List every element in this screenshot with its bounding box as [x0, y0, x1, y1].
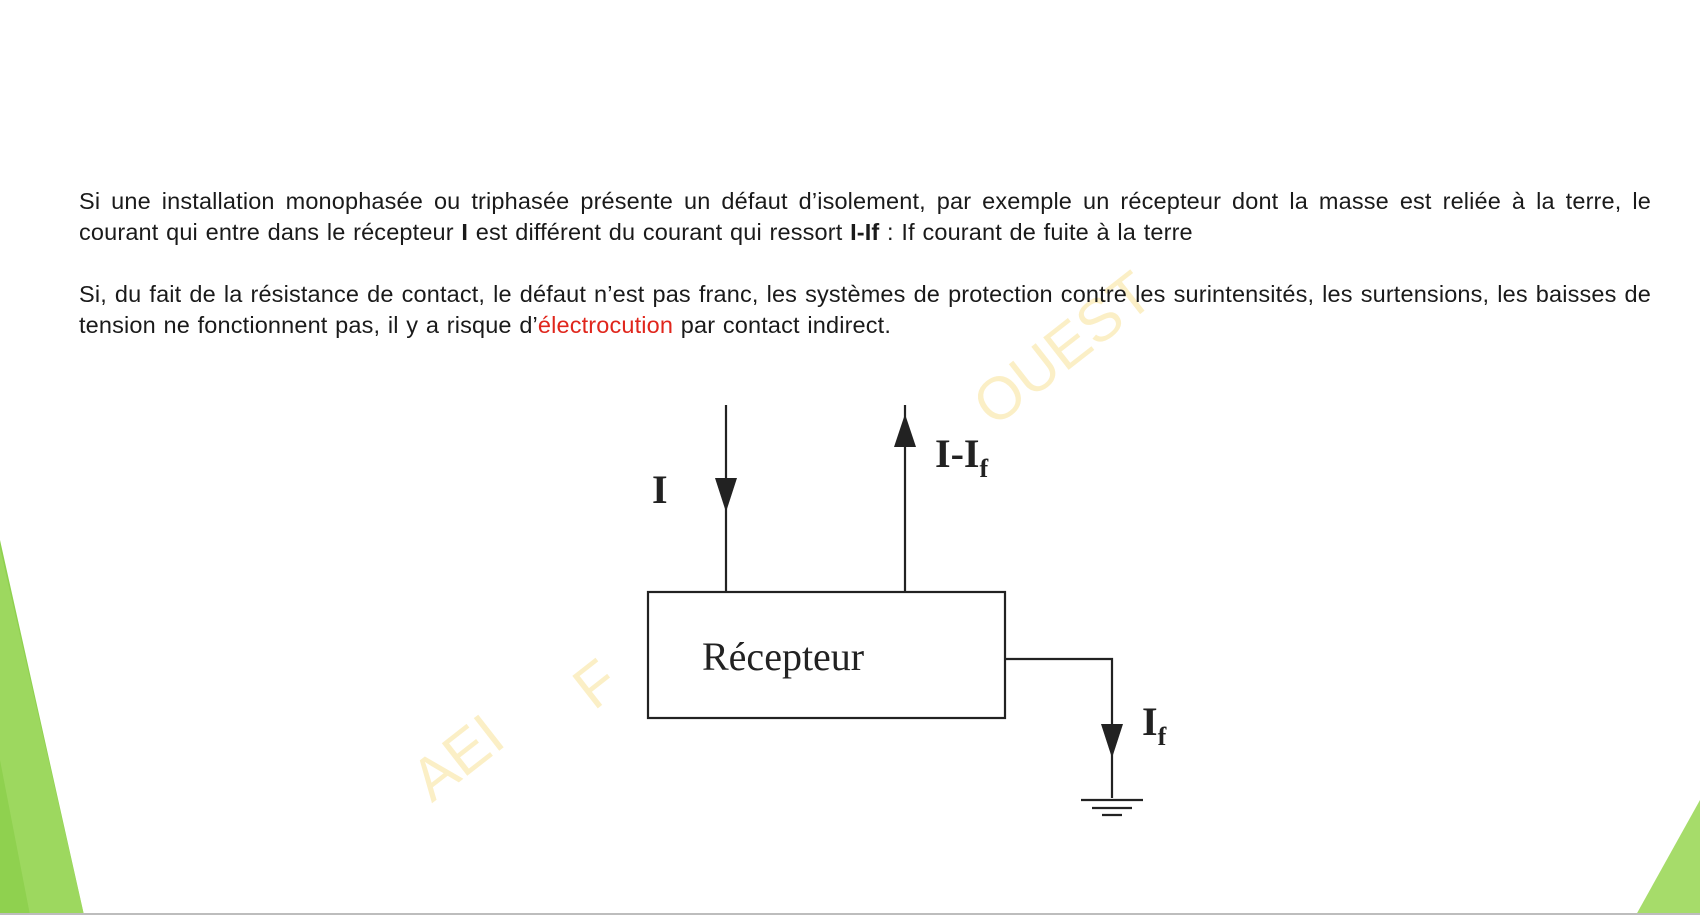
- label-current-out-sub: f: [979, 454, 989, 483]
- p1-bold-current-in: I: [461, 219, 469, 245]
- leakage-arrowhead: [1101, 724, 1123, 758]
- watermark-text-1: AEI: [398, 701, 517, 814]
- label-current-in: I: [652, 467, 668, 512]
- p2-highlight-electrocution: électrocution: [537, 312, 674, 338]
- leakage-wire: [1005, 659, 1112, 798]
- input-arrowhead: [715, 478, 737, 512]
- watermark-text-3: OUEST: [960, 258, 1165, 439]
- p1-bold-current-out: I-If: [850, 219, 880, 245]
- label-current-leak: [1142, 699, 1167, 751]
- p1-text-2: est différent du courant qui ressort: [468, 219, 851, 245]
- ground-symbol: [1081, 800, 1143, 815]
- p1-text-3: : If courant de fuite à la terre: [879, 219, 1193, 245]
- label-current-out: [935, 431, 988, 483]
- p1-text-1: Si une installation monophasée ou triphasée présente un défaut d’isolement, par exemple un récepteur dont la masse est reliée à la terre, le courant qui entre dans le récepteur: [79, 188, 1651, 245]
- label-current-out-main: I-I: [935, 431, 980, 476]
- watermark-text-2: F: [560, 646, 631, 722]
- label-current-leak-main: I: [1142, 699, 1158, 744]
- label-current-leak-sub: f: [1157, 722, 1167, 751]
- p2-text-1: Si, du fait de la résistance de contact, le défaut n’est pas franc, les systèmes de protection contre les surintensités, les surtensions, les baisses de tension ne fonctionnent pas, il y a risque d’: [79, 281, 1651, 338]
- p2-text-2: par contact indirect.: [673, 312, 892, 338]
- receiver-box-label: Récepteur: [702, 634, 865, 679]
- output-arrowhead: [894, 414, 916, 447]
